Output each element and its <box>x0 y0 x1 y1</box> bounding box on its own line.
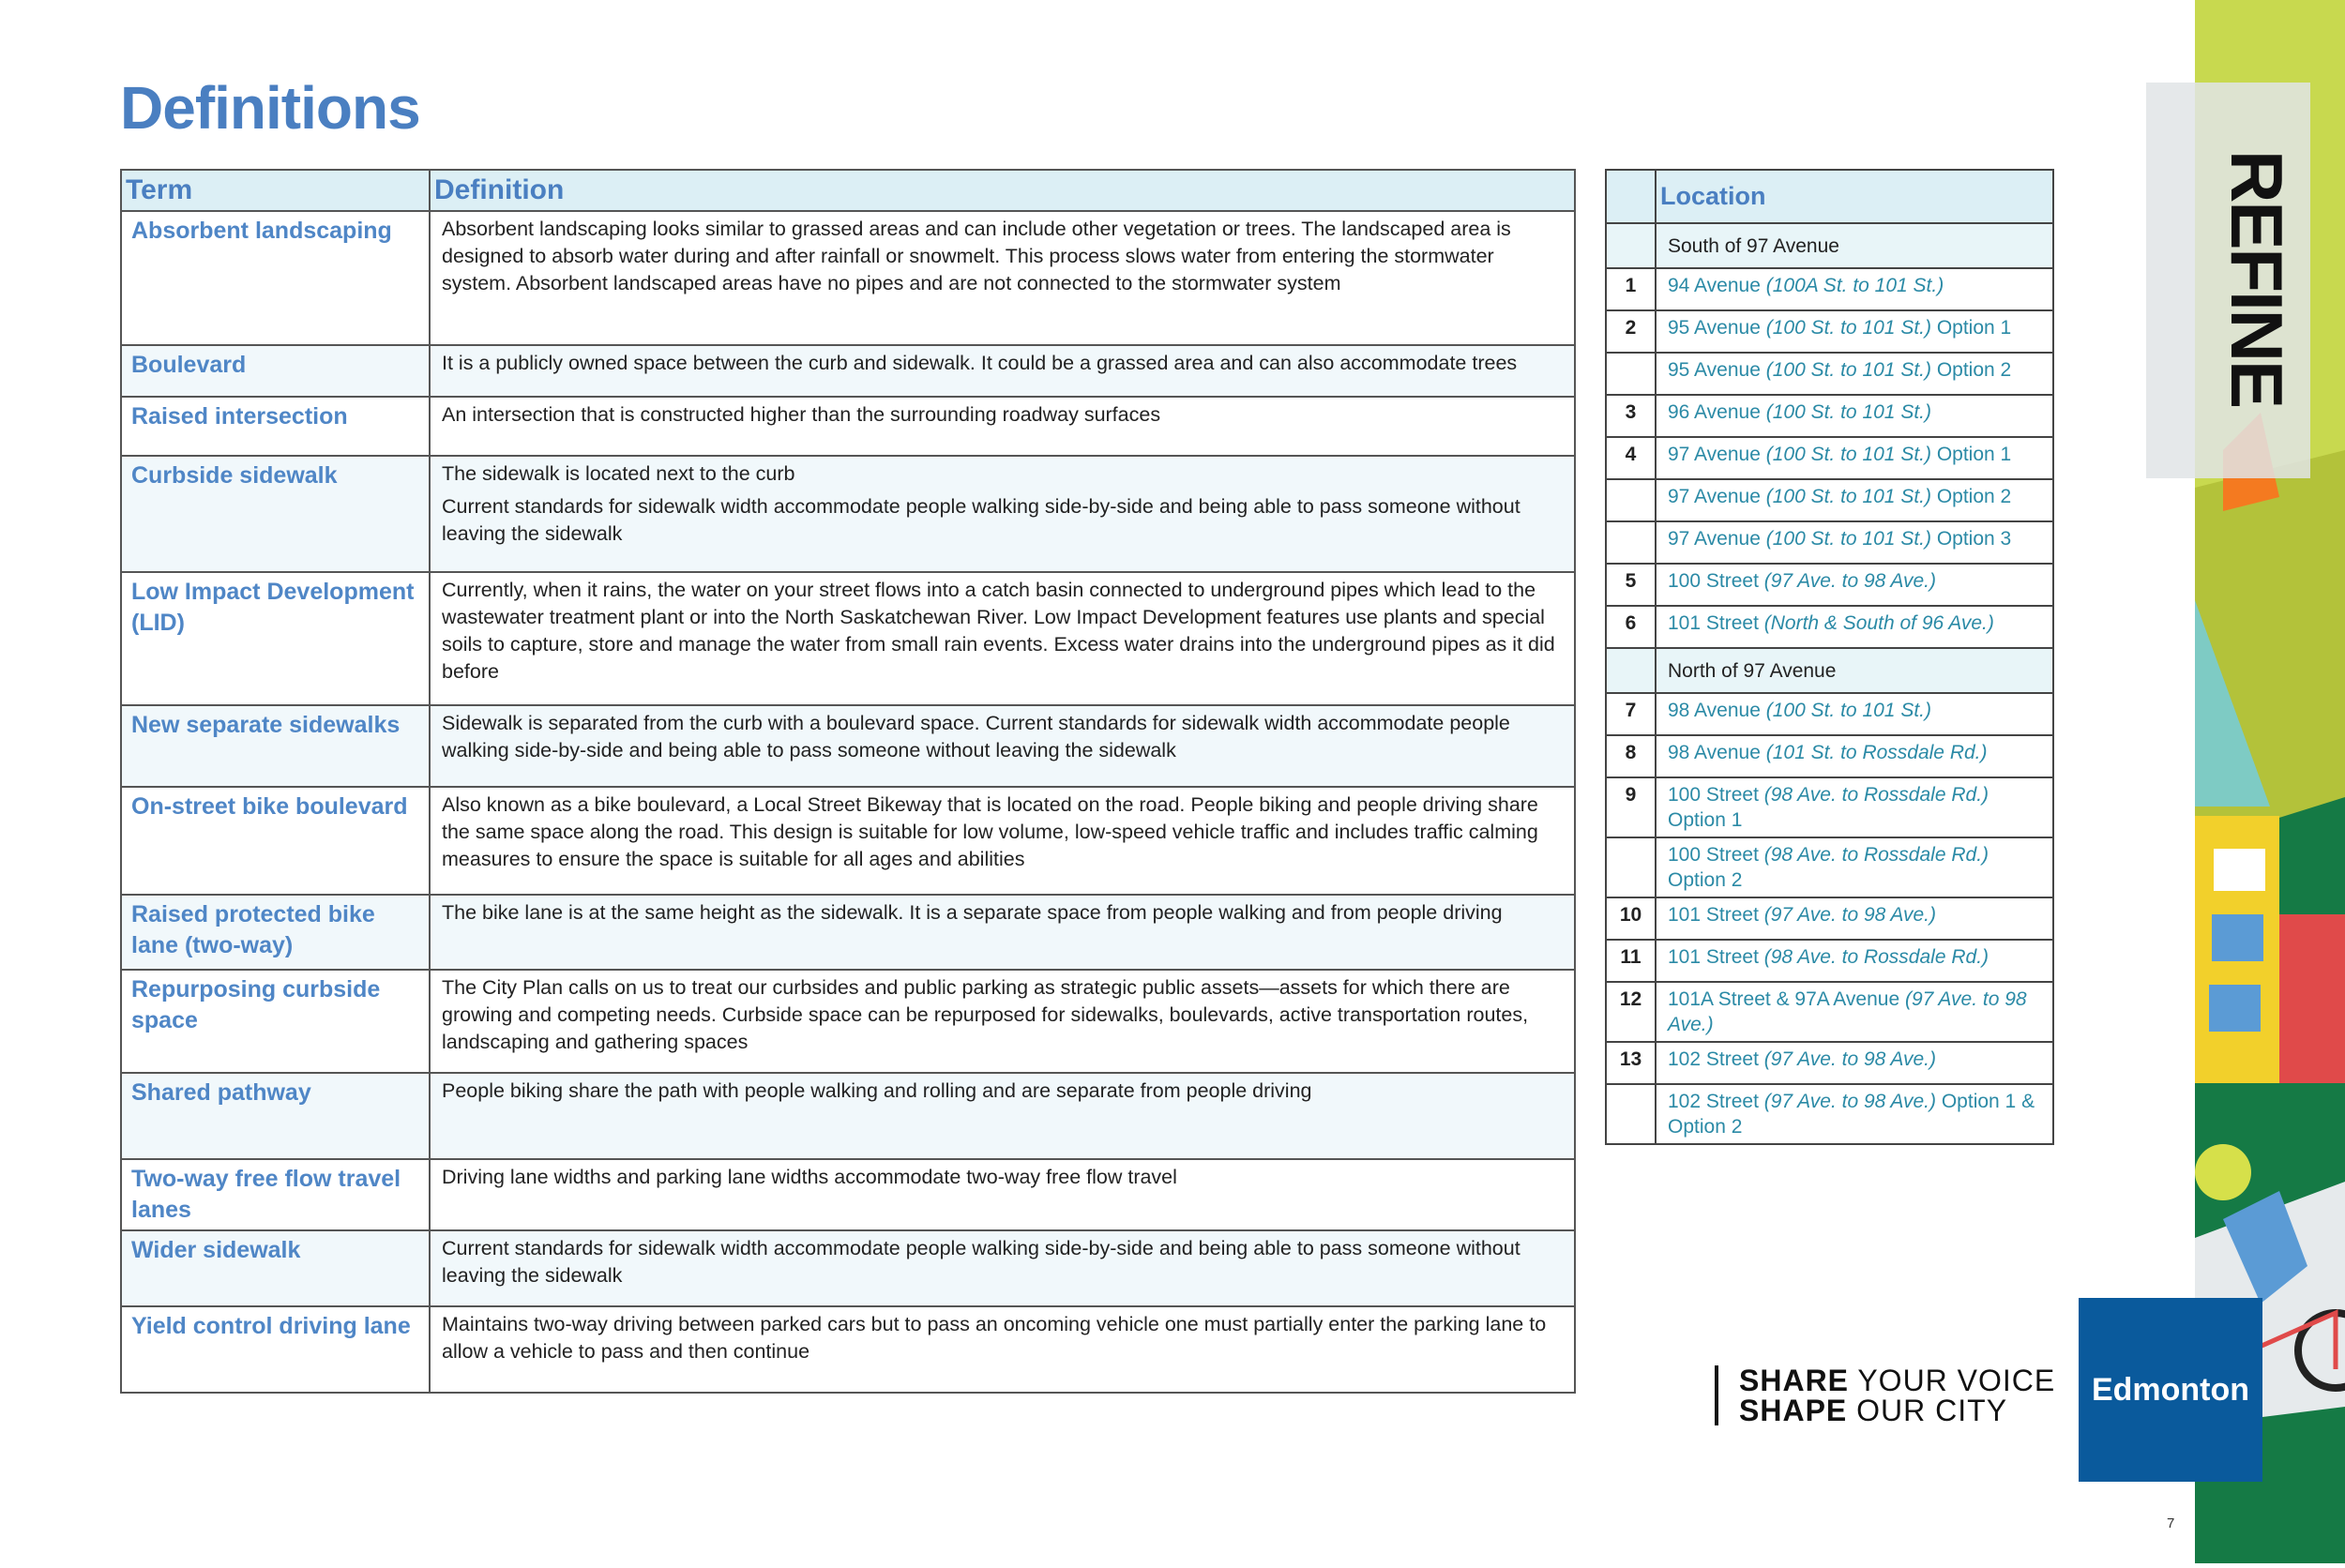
location-row <box>1606 606 2053 648</box>
definition-cell <box>430 895 1575 970</box>
location-street: 97 Avenue <box>1668 486 1766 507</box>
location-option: Option 1 & Option 2 <box>1668 1091 2035 1138</box>
definition-row <box>121 895 1575 970</box>
term-cell: Low Impact Development (LID) <box>121 572 430 705</box>
location-range: (North & South of 96 Ave.) <box>1763 612 1994 634</box>
term-cell: Shared pathway <box>121 1073 430 1159</box>
definition-row <box>121 397 1575 456</box>
location-number: 8 <box>1606 735 1656 777</box>
definition-cell <box>430 787 1575 895</box>
location-range: (100A St. to 101 St.) <box>1765 275 1944 296</box>
illustration-window <box>2209 985 2261 1032</box>
location-range: (100 St. to 101 St.) <box>1765 528 1931 550</box>
definition-text: Sidewalk is separated from the curb with a boulevard space. Current standards for sidewalk width accommodate people walking side-by-side and being able to pass someone without leaving the sidewalk <box>442 712 1510 761</box>
location-cell <box>1656 1084 2053 1144</box>
definitions-table <box>120 169 1576 1394</box>
location-cell <box>1656 1042 2053 1084</box>
location-cell <box>1656 310 2053 353</box>
empty-number-cell <box>1606 648 1656 693</box>
location-street: 95 Avenue <box>1668 359 1766 381</box>
definition-text: Current standards for sidewalk width accommodate people walking side-by-side and being able to pass someone without leaving the sidewalk <box>442 495 1520 545</box>
location-row <box>1606 982 2053 1042</box>
location-cell <box>1656 693 2053 735</box>
definitions-header-row <box>121 170 1575 211</box>
term-cell: Two-way free flow travel lanes <box>121 1159 430 1230</box>
definition-text: The sidewalk is located next to the curb <box>442 462 795 485</box>
definition-row <box>121 345 1575 397</box>
location-number: 10 <box>1606 897 1656 940</box>
term-cell: Repurposing curbside space <box>121 970 430 1073</box>
definition-row <box>121 211 1575 345</box>
location-section-row <box>1606 648 2053 693</box>
illustration-building-red <box>2279 914 2345 1083</box>
definition-cell <box>430 397 1575 456</box>
location-range: (100 St. to 101 St.) <box>1765 317 1931 339</box>
definition-text: People biking share the path with people walking and rolling and are separate from people driving <box>442 1079 1312 1102</box>
location-street: 97 Avenue <box>1668 528 1766 550</box>
location-street: 101 Street <box>1668 946 1764 968</box>
location-range: (97 Ave. to 98 Ave.) <box>1763 570 1937 592</box>
definition-cell <box>430 1230 1575 1306</box>
location-number <box>1606 353 1656 395</box>
refine-label: REFINE <box>2216 150 2298 408</box>
location-cell <box>1656 940 2053 982</box>
location-option: Option 1 <box>1930 317 2012 339</box>
definition-row <box>121 1306 1575 1393</box>
location-number: 4 <box>1606 437 1656 479</box>
location-street: 95 Avenue <box>1668 317 1766 339</box>
location-number: 6 <box>1606 606 1656 648</box>
location-option: Option 1 <box>1668 809 1743 831</box>
definition-cell <box>430 1159 1575 1230</box>
location-cell <box>1656 982 2053 1042</box>
definition-text: Absorbent landscaping looks similar to grassed areas and can include other vegetation or trees. The landscaped area is designed to absorb water during and after rainfall or snowmelt. This process slows water from entering the stormwater system. Absorbent landscaped areas have no pipes and are not connected to the stormwater system <box>442 218 1511 294</box>
location-number: 7 <box>1606 693 1656 735</box>
location-row <box>1606 897 2053 940</box>
definition-text: Current standards for sidewalk width accommodate people walking side-by-side and being able to pass someone without leaving the sidewalk <box>442 1237 1520 1287</box>
location-street: 100 Street <box>1668 570 1764 592</box>
illustration-window <box>2212 914 2263 961</box>
location-street: 102 Street <box>1668 1091 1764 1112</box>
term-cell: Yield control driving lane <box>121 1306 430 1393</box>
location-row <box>1606 521 2053 564</box>
definition-row <box>121 705 1575 787</box>
location-row <box>1606 1042 2053 1084</box>
definition-row <box>121 970 1575 1073</box>
location-cell <box>1656 606 2053 648</box>
number-column-header <box>1606 170 1656 223</box>
definition-text: An intersection that is constructed higher than the surrounding roadway surfaces <box>442 403 1161 426</box>
definition-text: Currently, when it rains, the water on your street flows into a catch basin connected to underground pipes which lead to the wastewater treatment plant or into the North Saskatchewan River. Low Impact Development features use plants and special soils to capture, store and manage the water from small rain events. Excess water drains into the underground pipes as it did before <box>442 579 1555 683</box>
definition-row <box>121 1073 1575 1159</box>
location-range: (100 St. to 101 St.) <box>1765 444 1931 465</box>
location-street: 96 Avenue <box>1668 401 1766 423</box>
definition-text: Maintains two-way driving between parked cars but to pass an oncoming vehicle one must partially enter the parking lane to allow a vehicle to pass and then continue <box>442 1313 1547 1363</box>
page-title: Definitions <box>120 74 420 142</box>
location-row <box>1606 437 2053 479</box>
empty-number-cell <box>1606 223 1656 268</box>
slogan-shape: SHAPE <box>1739 1394 1848 1427</box>
location-row <box>1606 693 2053 735</box>
term-cell: Wider sidewalk <box>121 1230 430 1306</box>
definition-row <box>121 1159 1575 1230</box>
definition-row <box>121 572 1575 705</box>
location-number <box>1606 837 1656 897</box>
location-number: 12 <box>1606 982 1656 1042</box>
location-number: 3 <box>1606 395 1656 437</box>
location-street: 94 Avenue <box>1668 275 1766 296</box>
location-street: 101 Street <box>1668 612 1764 634</box>
location-range: (98 Ave. to Rossdale Rd.) <box>1763 784 1989 806</box>
location-row <box>1606 564 2053 606</box>
location-option: Option 2 <box>1930 486 2012 507</box>
location-range: (100 St. to 101 St.) <box>1765 486 1931 507</box>
location-range: (100 St. to 101 St.) <box>1765 700 1931 721</box>
illustration-window <box>2214 849 2265 891</box>
location-number: 13 <box>1606 1042 1656 1084</box>
definition-text: The bike lane is at the same height as the sidewalk. It is a separate space from people walking and from people driving <box>442 901 1503 924</box>
location-cell <box>1656 437 2053 479</box>
location-street: 102 Street <box>1668 1048 1764 1070</box>
location-range: (101 St. to Rossdale Rd.) <box>1765 742 1988 763</box>
location-row <box>1606 735 2053 777</box>
slogan-our-city: OUR CITY <box>1847 1394 2008 1427</box>
location-cell <box>1656 837 2053 897</box>
location-range: (97 Ave. to 98 Ave.) <box>1763 1048 1937 1070</box>
slogan-your-voice: YOUR VOICE <box>1849 1364 2056 1397</box>
definition-text: It is a publicly owned space between the curb and sidewalk. It could be a grassed area and can also accommodate trees <box>442 352 1518 374</box>
term-cell: Raised intersection <box>121 397 430 456</box>
location-street: 98 Avenue <box>1668 742 1766 763</box>
definition-row <box>121 787 1575 895</box>
illustration-helmet <box>2195 1144 2251 1200</box>
location-cell <box>1656 268 2053 310</box>
location-number: 9 <box>1606 777 1656 837</box>
location-number: 5 <box>1606 564 1656 606</box>
location-cell <box>1656 897 2053 940</box>
location-range: (97 Ave. to 98 Ave.) <box>1668 988 2027 1035</box>
definition-cell <box>430 345 1575 397</box>
location-row <box>1606 940 2053 982</box>
location-cell <box>1656 777 2053 837</box>
location-street: 97 Avenue <box>1668 444 1766 465</box>
location-number <box>1606 479 1656 521</box>
definition-text: Also known as a bike boulevard, a Local Street Bikeway that is located on the road. People biking and people driving share the same space along the road. This design is suitable for low volume, low-speed vehicle traffic and includes traffic calming measures to ensure the space is suitable for all ages and abilities <box>442 793 1538 870</box>
location-range: (100 St. to 101 St.) <box>1765 359 1931 381</box>
location-column-header: Location <box>1656 170 2053 223</box>
location-row <box>1606 837 2053 897</box>
location-number: 1 <box>1606 268 1656 310</box>
slogan-share: SHARE <box>1739 1364 1850 1397</box>
location-cell <box>1656 479 2053 521</box>
location-row <box>1606 353 2053 395</box>
location-option: Option 2 <box>1930 359 2012 381</box>
location-option: Option 1 <box>1930 444 2012 465</box>
location-range: (97 Ave. to 98 Ave.) <box>1763 904 1937 926</box>
location-range: (97 Ave. to 98 Ave.) <box>1763 1091 1937 1112</box>
location-option: Option 3 <box>1930 528 2012 550</box>
definition-text: The City Plan calls on us to treat our curbsides and public parking as strategic public assets—assets for which there are growing and competing needs. Curbside space can be repurposed for sidewalks, boulevards, active transportation routes, landscaping and gathering spaces <box>442 976 1529 1053</box>
location-cell <box>1656 735 2053 777</box>
definition-cell <box>430 705 1575 787</box>
definition-cell <box>430 1073 1575 1159</box>
term-cell: Raised protected bike lane (two-way) <box>121 895 430 970</box>
location-row <box>1606 479 2053 521</box>
definition-cell <box>430 572 1575 705</box>
locations-table <box>1605 169 2054 1145</box>
section-label: North of 97 Avenue <box>1656 648 2053 693</box>
definition-column-header: Definition <box>430 170 1575 211</box>
location-range: (98 Ave. to Rossdale Rd.) <box>1763 844 1989 866</box>
edmonton-logo: Edmonton <box>2079 1298 2262 1482</box>
location-street: 100 Street <box>1668 844 1764 866</box>
term-cell: New separate sidewalks <box>121 705 430 787</box>
term-cell: On-street bike boulevard <box>121 787 430 895</box>
definition-cell <box>430 211 1575 345</box>
section-label: South of 97 Avenue <box>1656 223 2053 268</box>
location-row <box>1606 777 2053 837</box>
location-number <box>1606 521 1656 564</box>
definition-row <box>121 1230 1575 1306</box>
location-number <box>1606 1084 1656 1144</box>
location-cell <box>1656 353 2053 395</box>
location-street: 98 Avenue <box>1668 700 1766 721</box>
location-range: (100 St. to 101 St.) <box>1765 401 1931 423</box>
location-cell <box>1656 395 2053 437</box>
location-range: (98 Ave. to Rossdale Rd.) <box>1763 946 1989 968</box>
page-number: 7 <box>2167 1515 2175 1531</box>
definition-row <box>121 456 1575 572</box>
location-number: 11 <box>1606 940 1656 982</box>
location-row <box>1606 268 2053 310</box>
term-column-header: Term <box>121 170 430 211</box>
definition-cell <box>430 456 1575 572</box>
location-section-row <box>1606 223 2053 268</box>
definition-text: Driving lane widths and parking lane widths accommodate two-way free flow travel <box>442 1166 1177 1188</box>
location-street: 101 Street <box>1668 904 1764 926</box>
location-row <box>1606 395 2053 437</box>
location-cell <box>1656 521 2053 564</box>
term-cell: Boulevard <box>121 345 430 397</box>
slogan <box>1715 1365 2055 1425</box>
definition-cell <box>430 1306 1575 1393</box>
term-cell: Absorbent landscaping <box>121 211 430 345</box>
location-number: 2 <box>1606 310 1656 353</box>
location-row <box>1606 310 2053 353</box>
location-option: Option 2 <box>1668 869 1743 891</box>
term-cell: Curbside sidewalk <box>121 456 430 572</box>
location-street: 100 Street <box>1668 784 1764 806</box>
definition-cell <box>430 970 1575 1073</box>
location-cell <box>1656 564 2053 606</box>
location-row <box>1606 1084 2053 1144</box>
locations-header-row <box>1606 170 2053 223</box>
location-street: 101A Street & 97A Avenue <box>1668 988 1905 1010</box>
